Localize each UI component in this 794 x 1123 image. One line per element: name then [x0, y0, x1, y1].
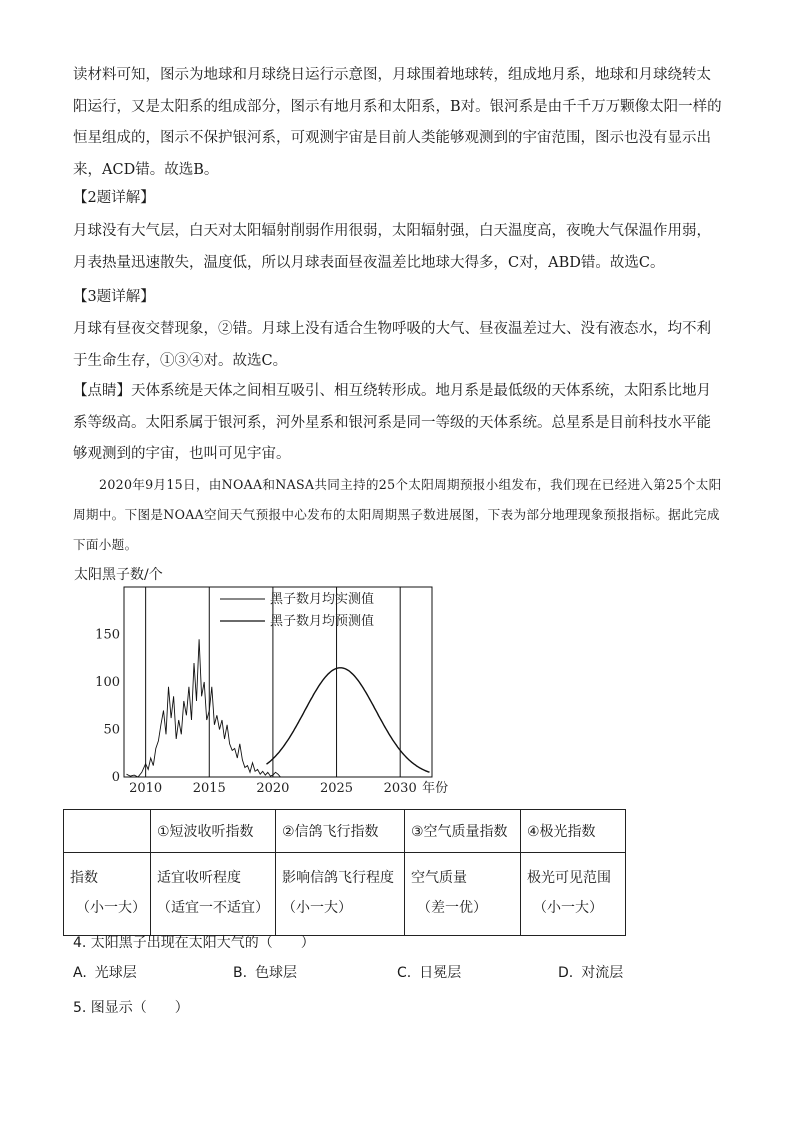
table-header-row — [64, 810, 626, 853]
table-cell — [276, 853, 405, 936]
sunspot-chart-svg — [70, 562, 470, 802]
y-tick-label: 0 — [111, 770, 120, 785]
x-tick-label: 2015 — [192, 781, 226, 796]
table-row — [64, 853, 626, 936]
material-intro: 2020年9月15日，由NOAA和NASA共同主持的25个太阳周期预报小组发布，我们现在已经进入第25个太阳周期中。下图是NOAA空间天气预报中心发布的太阳周期黑子数进展图，下表为部分地理现象预报指标。据此完成下面小题。 — [73, 477, 722, 552]
table-cell-range: （小一大） — [533, 900, 603, 916]
sunspot-chart — [70, 562, 470, 802]
table-cell-range: （小一大） — [76, 900, 146, 916]
option-c[interactable] — [397, 962, 461, 982]
option-text: 对流层 — [581, 965, 624, 981]
tip-paragraph: 【点睛】天体系统是天体之间相互吸引、相互绕转形成。地月系是最低级的天体系统，太阳系比地月系等级高。太阳系属于银河系，河外星系和银河系是同一等级的天体系统。总星系是目前科技水平能够观测到的宇宙，也叫可见宇宙。 — [73, 383, 711, 462]
table-header-cell: ①短波收听指数 — [151, 810, 276, 853]
x-axis-label: 年份 — [422, 781, 449, 796]
legend-label-observed: 黑子数月均实测值 — [270, 592, 375, 607]
option-text: 日冕层 — [419, 965, 462, 981]
legend-label-predicted: 黑子数月均预测值 — [270, 614, 375, 629]
table-cell — [405, 853, 521, 936]
x-tick-label: 2025 — [319, 781, 354, 796]
option-label: C. — [397, 965, 412, 981]
question-4-options — [73, 962, 693, 984]
x-tick-label: 2020 — [256, 781, 290, 796]
option-b[interactable] — [233, 962, 297, 982]
option-label: A. — [73, 965, 87, 981]
table-cell-title: 指数 — [70, 870, 98, 886]
series-predicted-line — [267, 668, 430, 772]
option-text: 色球层 — [255, 965, 298, 981]
y-tick-label: 100 — [95, 675, 120, 690]
table-cell-title: 空气质量 — [411, 870, 467, 886]
y-tick-label: 50 — [103, 722, 120, 738]
option-label: D. — [558, 965, 574, 981]
table-cell-title: 适宜收听程度 — [157, 870, 241, 886]
table-cell-title: 极光可见范围 — [527, 870, 611, 886]
table-header-cell: ③空气质量指数 — [405, 810, 521, 853]
forecast-index-table — [63, 809, 626, 936]
x-tick-label: 2030 — [383, 781, 417, 796]
table-cell — [64, 853, 151, 936]
question-5-stem: 5. 图显示（ ） — [73, 1000, 189, 1016]
table-cell — [151, 853, 276, 936]
option-d[interactable] — [558, 962, 623, 982]
section-heading-q2: 【2题详解】 — [73, 190, 155, 206]
option-a[interactable] — [73, 962, 137, 982]
answer-paragraph-1: 读材料可知，图示为地球和月球绕日运行示意图，月球围着地球转，组成地月系，地球和月球绕转太阳运行，又是太阳系的组成部分，图示有地月系和太阳系，B对。银河系是由千千万万颗像太阳一样的恒星组成的，图示不保护银河系，可观测宇宙是目前人类能够观测到的宇宙范围，图示也没有显示出来，ACD错。故选B。 — [73, 67, 722, 178]
option-text: 光球层 — [94, 965, 137, 981]
answer-paragraph-3: 月球有昼夜交替现象，②错。月球上没有适合生物呼吸的大气、昼夜温差过大、没有液态水，均不利于生命生存，①③④对。故选C。 — [73, 321, 711, 369]
y-tick-label: 150 — [95, 627, 120, 643]
x-tick-label: 2010 — [129, 781, 163, 796]
table-cell-title: 影响信鸽飞行程度 — [282, 870, 394, 886]
series-observed-line — [127, 639, 281, 777]
question-4-stem: 4. 太阳黑子出现在太阳大气的（ ） — [73, 935, 315, 951]
table-header-cell: ②信鸽飞行指数 — [276, 810, 405, 853]
table-header-cell — [64, 810, 151, 853]
table-cell-range: （小一大） — [282, 900, 352, 916]
answer-paragraph-2: 月球没有大气层，白天对太阳辐射削弱作用很弱，太阳辐射强，白天温度高，夜晚大气保温作用弱，月表热量迅速散失，温度低，所以月球表面昼夜温差比地球大得多，C对，ABD错。故选C。 — [73, 223, 711, 271]
option-label: B. — [233, 965, 248, 981]
table-cell-range: （差一优） — [417, 900, 487, 916]
table-cell-range: （适宜一不适宜） — [157, 900, 269, 916]
table-cell — [521, 853, 626, 936]
chart-y-axis-label: 太阳黑子数/个 — [74, 567, 163, 583]
table-header-cell: ④极光指数 — [521, 810, 626, 853]
section-heading-q3: 【3题详解】 — [73, 289, 155, 305]
